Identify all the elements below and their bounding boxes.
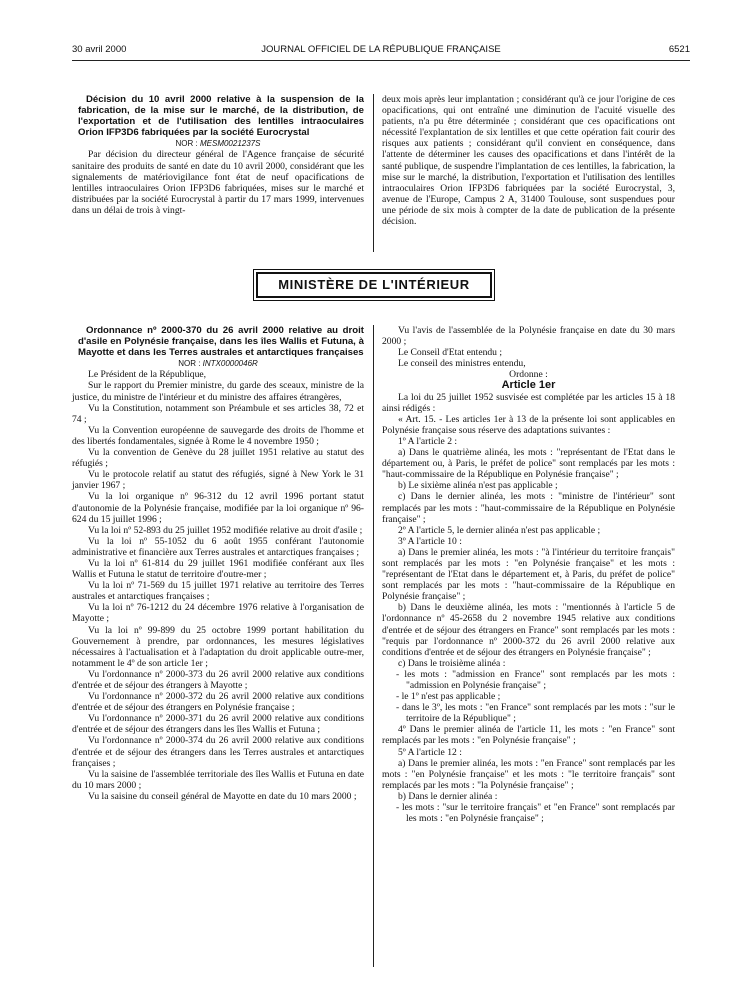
- decision-text-right: deux mois après leur implantation ; considérant qu'à ce jour l'origine de ces opacifications, qui ont entraîné une diminution de l'acuité visuelle des patients, n'a pu être déterminée ; considérant que ces opacifications ont nécessité l'explantation de six lentilles et que cette opération fait courir des risques aux patients ; considérant qu'il convient en conséquence, dans l'attente de déterminer les causes des opacifications et dans l'intérêt de la santé publique, de suspendre l'implantation de ces lentilles, la fabrication, la mise sur le marché, la distribution, l'exportation et l'utilisation des lentilles intraoculaires Orion IFP3D6 fabriquées par la société Eurocrystal, 3, avenue de l'Europe, Campus 2 A, 31400 Toulouse, sont suspendues pour une période de six mois à compter de la date de publication de la présente décision.: [382, 94, 675, 228]
- visa-paragraph: Vu l'ordonnance nº 2000-374 du 26 avril 2000 relative aux conditions d'entrée et de séjour des étrangers dans les Terres australes et antarctiques françaises ;: [72, 735, 364, 769]
- dash-item: - les mots : "sur le territoire français" et "en France" sont remplacés par les mots : "en Polynésie française" ;: [396, 802, 675, 825]
- intro-paragraph: Le Conseil d'Etat entendu ;: [398, 347, 503, 359]
- visa-paragraph: Vu la Convention européenne de sauvegarde des droits de l'homme et des libertés fondamentales, signée à Rome le 4 novembre 1950 ;: [72, 424, 364, 447]
- visa-paragraph: Vu la loi nº 55-1052 du 6 août 1955 conférant l'autonomie administrative et financière aux Terres australes et antarctiques françaises ;: [72, 535, 364, 558]
- visa-paragraph: Vu l'ordonnance nº 2000-373 du 26 avril 2000 relative aux conditions d'entrée et de séjour des étrangers à Mayotte ;: [72, 668, 364, 691]
- visa-paragraph: Vu la loi nº 61-814 du 29 juillet 1961 modifiée conférant aux îles Wallis et Futuna le statut de territoire d'outre-mer ;: [72, 557, 364, 581]
- visa-list: [72, 369, 364, 802]
- decision-nor-code: MESM0021237S: [199, 139, 261, 149]
- visa-paragraph: Vu la loi nº 71-569 du 15 juillet 1971 relative au territoire des Terres australes et antarctiques françaises ;: [72, 580, 364, 603]
- article-body: [382, 392, 675, 669]
- visa-paragraph: Vu la Constitution, notamment son Préambule et ses articles 38, 72 et 74 ;: [72, 402, 364, 425]
- header-journal-title: JOURNAL OFFICIEL DE LA RÉPUBLIQUE FRANÇAISE: [261, 44, 501, 55]
- ordonnance-nor: [72, 358, 364, 369]
- article-paragraph: a) Dans le premier alinéa, les mots : "en France" sont remplacés par les mots : "en Polynésie française" et les mots : "le territoire français" sont remplacés par les mots : "la Polynésie française" ;: [382, 757, 675, 791]
- visa-paragraph: Vu la loi nº 76-1212 du 24 décembre 1976 relative à l'organisation de Mayotte ;: [72, 602, 364, 625]
- article-dash-list: [382, 802, 675, 824]
- decision-title: Décision du 10 avril 2000 relative à la suspension de la fabrication, de la mise sur le marché, de la distribution, de l'exportation et de l'utilisation des lentilles intraoculaires Orion IFP3D6 fabriquées par la société Eurocrystal: [78, 94, 364, 139]
- visa-paragraph: Vu le protocole relatif au statut des réfugiés, signé à New York le 31 janvier 1967 ;: [72, 469, 364, 492]
- dash-item: - dans le 3º, les mots : "en France" sont remplacés par les mots : "sur le territoire de la République" ;: [396, 702, 675, 725]
- decision-nor-label: NOR :: [175, 139, 198, 149]
- decision-right-column: [382, 94, 675, 227]
- visa-paragraph: Vu la loi nº 52-893 du 25 juillet 1952 modifiée relative au droit d'asile ;: [88, 524, 363, 536]
- article-paragraph: 4º Dans le premier alinéa de l'article 11, les mots : "en France" sont remplacés par les mots : "en Polynésie française" ;: [382, 724, 675, 747]
- visa-paragraph: Vu l'ordonnance nº 2000-372 du 26 avril 2000 relative aux conditions d'entrée et de séjour des étrangers en Polynésie française ;: [72, 691, 364, 714]
- article-dash-list: [382, 669, 675, 724]
- ordonnance-left-column: [72, 325, 364, 802]
- article-paragraph: b) Dans le dernier alinéa :: [398, 790, 498, 802]
- ordonnance-title: Ordonnance nº 2000-370 du 26 avril 2000 relative au droit d'asile en Polynésie française, dans les îles Wallis et Futuna, à Mayotte et dans les Terres australes et antarctiques françaises: [78, 325, 364, 359]
- ministere-heading: MINISTÈRE DE L'INTÉRIEUR: [256, 272, 492, 298]
- article-paragraph: 2º A l'article 5, le dernier alinéa n'est pas applicable ;: [398, 524, 601, 536]
- article-body-continued: [382, 724, 675, 802]
- article-paragraph: « Art. 15. - Les articles 1er à 13 de la présente loi sont applicables en Polynésie française sous réserve des adaptations suivantes :: [382, 413, 675, 436]
- running-header: [72, 44, 690, 58]
- decision-text-left: Par décision du directeur général de l'Agence française de sécurité sanitaire des produits de santé en date du 10 avril 2000, considérant que les signalements de matériovigilance font état de neuf opacifications de lentilles intraoculaires Orion IFP3D6 fabriquées, mises sur le marché et distribuées par la société Eurocrystal à partir du 17 mars 1999, intervenues dans un délai de trois à vingt-: [72, 149, 364, 216]
- visa-paragraph: Vu la loi nº 99-899 du 25 octobre 1999 portant habilitation du Gouvernement à prendre, par ordonnances, les mesures législatives nécessaires à l'actualisation et à l'adaptation du droit applicable outre-mer, notamment le 4º de son article 1er ;: [72, 624, 364, 669]
- article-1-heading: Article 1er: [501, 379, 556, 392]
- article-paragraph: La loi du 25 juillet 1952 susvisée est complétée par les articles 15 à 18 ainsi rédigés :: [382, 391, 675, 414]
- article-paragraph: c) Dans le dernier alinéa, les mots : "ministre de l'intérieur" sont remplacés par les mots : "haut-commissaire de la République en Polynésie française" ;: [382, 491, 675, 525]
- intro-paragraph: Vu l'avis de l'assemblée de la Polynésie française en date du 30 mars 2000 ;: [382, 325, 675, 348]
- visa-paragraph: Vu la loi organique nº 96-312 du 12 avril 1996 portant statut d'autonomie de la Polynésie française, modifiée par la loi organique nº 96-624 du 15 juillet 1996 ;: [72, 491, 364, 525]
- visa-paragraph: Sur le rapport du Premier ministre, du garde des sceaux, ministre de la justice, du ministre de l'intérieur et du ministre des affaires étrangères,: [72, 380, 364, 403]
- visa-paragraph: Vu la saisine du conseil général de Mayotte en date du 10 mars 2000 ;: [88, 790, 357, 802]
- intro-list: [382, 325, 675, 369]
- visa-paragraph: Vu la convention de Genève du 28 juillet 1951 relative au statut des réfugiés ;: [72, 447, 364, 470]
- header-rule: [72, 60, 690, 61]
- article-paragraph: 1º A l'article 2 :: [398, 435, 458, 447]
- article-paragraph: 5º A l'article 12 :: [398, 746, 462, 758]
- ordonne-line: Ordonne :: [509, 369, 548, 381]
- visa-paragraph: Le Président de la République,: [88, 369, 207, 381]
- header-page-number: 6521: [668, 44, 690, 55]
- ordonnance-nor-code: INTX0000046R: [202, 359, 258, 369]
- article-paragraph: c) Dans le troisième alinéa :: [398, 657, 506, 669]
- header-date: 30 avril 2000: [72, 44, 127, 55]
- decision-nor: [72, 138, 364, 149]
- visa-paragraph: Vu la saisine de l'assemblée territoriale des îles Wallis et Futuna en date du 10 mars 2000 ;: [72, 768, 364, 791]
- dash-item: - le 1º n'est pas applicable ;: [396, 691, 501, 703]
- ordonnance-right-column: [382, 325, 675, 824]
- article-paragraph: b) Le sixième alinéa n'est pas applicable ;: [398, 480, 558, 492]
- column-divider: [373, 325, 374, 967]
- dash-item: - les mots : "admission en France" sont remplacés par les mots : "admission en Polynésie française" ;: [396, 668, 675, 691]
- decision-left-column: [72, 94, 364, 216]
- intro-paragraph: Le conseil des ministres entendu,: [398, 358, 526, 370]
- ordonnance-nor-label: NOR :: [178, 359, 201, 369]
- article-paragraph: b) Dans le deuxième alinéa, les mots : "mentionnés à l'article 5 de l'ordonnance nº 45-2658 du 2 novembre 1945 relative aux conditions d'entrée et de séjour des étrangers en France" sont remplacés par les mots : "requis par l'ordonnance nº 2000-372 du 26 avril 2000 relative aux conditions d'entrée et de séjour des étrangers en Polynésie française" ;: [382, 602, 675, 658]
- visa-paragraph: Vu l'ordonnance nº 2000-371 du 26 avril 2000 relative aux conditions d'entrée et de séjour des étrangers dans les îles Wallis et Futuna ;: [72, 713, 364, 736]
- article-paragraph: a) Dans le quatrième alinéa, les mots : "représentant de l'Etat dans le département ou, à Paris, le préfet de police" sont remplacés par les mots : "haut-commissaire de la République en Polynésie française" ;: [382, 447, 675, 481]
- column-divider: [373, 94, 374, 252]
- article-paragraph: 3º A l'article 10 :: [398, 535, 462, 547]
- article-paragraph: a) Dans le premier alinéa, les mots : "à l'intérieur du territoire français" sont remplacés par les mots : "en Polynésie française" et les mots : "représentant de l'Etat dans le département et, à Paris, du préfet de police" sont remplacés par les mots : "haut-commissaire de la République en Polynésie française" ;: [382, 546, 675, 603]
